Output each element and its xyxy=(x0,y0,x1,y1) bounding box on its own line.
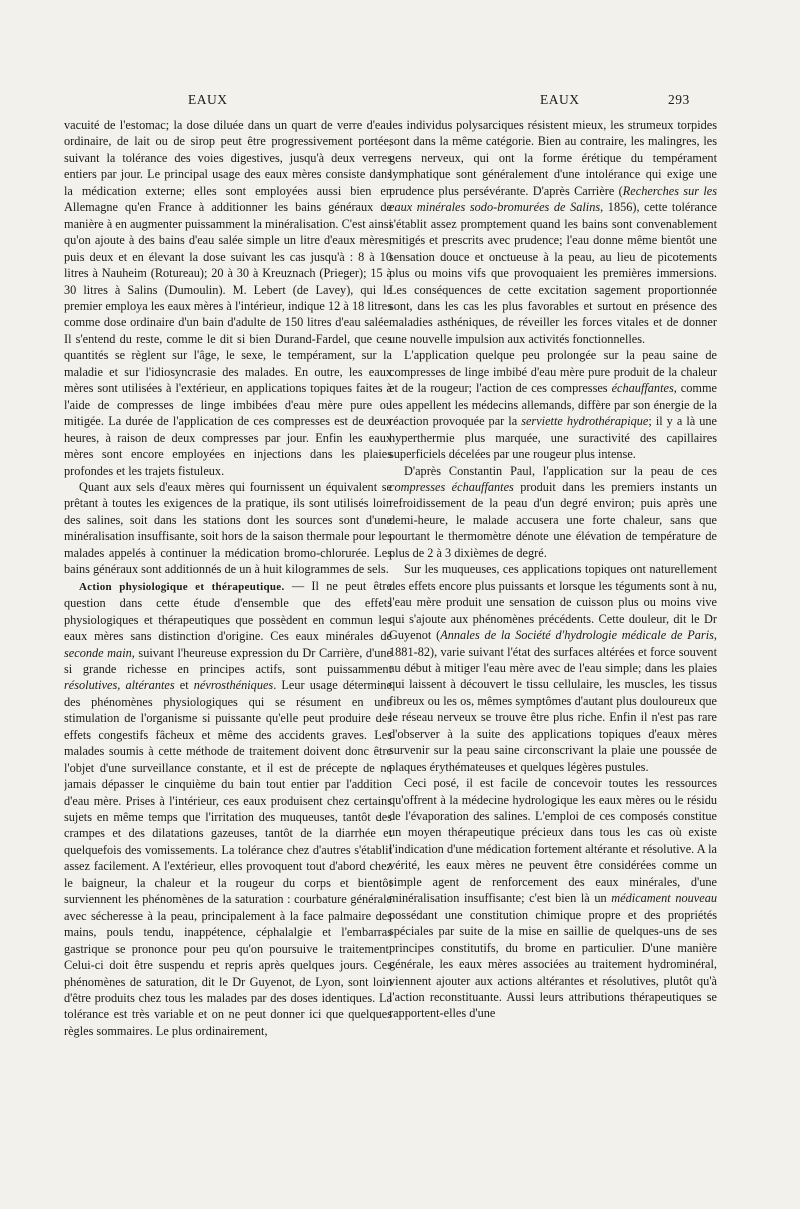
paragraph xyxy=(64,578,392,1040)
italic-term: échauffantes xyxy=(611,381,674,396)
running-header-right: EAUX xyxy=(540,92,580,107)
paragraph xyxy=(389,775,717,1022)
italic-term: médicament nouveau xyxy=(611,891,717,906)
text-run: produit dans les premiers instants un refroidissement de la peau d'un degré environ; puis après une demi-heure, le malade accusera une forte chaleur, sans que pourtant le thermomètre dénote une élévation de température de plus de 2 à 3 dixièmes de degré. xyxy=(389,479,717,560)
italic-term: résolutives, altérantes xyxy=(64,678,175,693)
section-heading: Action physiologique et thérapeutique. xyxy=(79,580,285,593)
text-run: Ceci posé, il est facile de concevoir toutes les ressources qu'offrent à la médecine hydrologique les eaux mères ou le résidu de l'évaporation des salines. L'emploi de ces composés constitue un moyen thérapeutique précieux dans tous les cas où existe l'indication d'une médication fortement altérante et résolutive. A la vérité, les eaux mères ne peuvent être considérées comme un simple agent de renforcement des eaux minérales, d'une minéralisation insuffisante; c'est bien là un xyxy=(389,776,717,906)
text-run: Sur les muqueuses, ces applications topiques ont naturellement des effets encore plus puissants et lorsque les téguments sont à nu, l'eau mère produit une sensation de cuisson plus ou moins vive qui s'ajoute aux phénomènes précédents. Cette douleur, dit le Dr Guyenot ( xyxy=(389,562,717,643)
page-number: 293 xyxy=(668,92,690,107)
text-run: , suivant l'heureuse expression du Dr Carrière, d'une si grande richesse en principes actifs, sont puissamment xyxy=(64,645,392,676)
paragraph: vacuité de l'estomac; la dose diluée dans un quart de verre d'eau ordinaire, de lait ou de sirop peut être progressivement portée, suivant la tolérance des voies digestives, jusqu'à deux verres entiers par jour. Le principal usage des eaux mères consiste dans la médication externe; elles sont employées aussi bien en Allemagne qu'en France à additionner les bains généraux de manière à en augmenter puissamment la minéralisation. C'est ainsi qu'on ajoute à des bains d'eau salée simple un litre d'eaux mères, puis deux et en élevant la dose suivant les cas jusqu'à : 8 à 10 litres à Nauheim (Rotureau); 20 à 30 à Kreuznach (Prieger); 15 à 30 litres à Salins (Dumoulin). M. Lebert (de Lavey), qui le premier employa les eaux mères à l'intérieur, indique 12 à 18 litres comme dose ordinaire d'un bain d'adulte de 150 litres d'eau salée. Il s'entend du reste, comme le dit si bien Durand-Fardel, que ces quantités se règlent sur l'âge, le sexe, le tempérament, sur la maladie et sur l'idiosyncrasie des malades. En outre, les eaux mères sont utilisées à l'extérieur, en applications topiques faites à l'aide de compresses de linge imbibées d'eau mère pure ou mitigée. La durée de l'application de ces compresses est de deux heures, à raison de deux compresses par jour. Enfin les eaux mères sont encore employées en injections dans les plaies profondes et les trajets fistuleux. xyxy=(64,118,392,478)
text-run: L'application quelque peu prolongée sur la peau saine de compresses de linge imbibé d'eau mère pure produit de la chaleur et de la rougeur; l'action de ces compresses xyxy=(389,348,717,396)
text-run: D'après Constantin Paul, l'application sur la peau de ces xyxy=(404,463,717,478)
text-run: , comme les appellent les médecins allemands, diffère par son énergie de la réaction provoquée par la xyxy=(389,381,717,429)
text-run: , 1881-82), varie suivant l'état des surfaces altérées et force souvent au début à mitiger l'eau mère avec de l'eau simple; dans les plaies qui laissent à découvert le tissu cellulaire, les muscles, les tissus fibreux ou les os, mêmes symptômes d'autant plus douloureux que le réseau nerveux se trouve être plus riche. Enfin il n'est pas rare d'observer à la suite des applications topiques d'eaux mères survenir sur la peau saine circonscrivant la plaie une poussée de plaques érythémateuses et quelques légères pustules. xyxy=(389,628,717,774)
paragraph xyxy=(389,463,717,562)
text-run: et xyxy=(174,678,194,693)
left-column xyxy=(64,117,392,1137)
italic-term: serviette hydrothérapique xyxy=(521,414,649,429)
text-run: . Leur usage détermine des phénomènes physiologiques qui se résument en une stimulation de l'organisme si puissante qu'elle peut produire des effets congestifs fâcheux et même des accidents graves. Les malades soumis à cette méthode de traitement doivent donc être l'objet d'une surveillance constante, et il est de précepte de ne jamais dépasser le cinquième du bain tout entier par l'addition d'eau mère. Prises à l'intérieur, ces eaux produisent chez certains sujets en même temps que l'irritation des muqueuses, tantôt des crampes et des dilatations gazeuses, tantôt de la diarrhée et quelquefois des vomissements. La tolérance chez d'autres s'établit assez facilement. A l'extérieur, elles provoquent tout d'abord chez le baigneur, la chaleur et la rougeur du corps et bientôt surviennent les phénomènes de la saturation : courbature générale avec sécheresse à la peau, principalement à la face palmaire des mains, pouls tendu, inappétence, céphalalgie et l'embarras gastrique se prononce pour peu qu'on poursuive le traitement. Celui-ci doit être suspendu et repris après quelques jours. Ces phénomènes de saturation, dit le Dr Guyenot, de Lyon, sont loin d'être produits chez tous les malades par des doses identiques. La tolérance est très variable et on ne peut donner ici que quelques règles sommaires. Le plus ordinairement, xyxy=(64,678,392,1038)
right-column xyxy=(389,117,717,1137)
text-run: — Il ne peut être question dans cette étude d'ensemble que des effets physiologiques et thérapeutiques que possèdent en commun les eaux mères sans distinction d'origine. Ces eaux minérales de xyxy=(64,578,392,644)
italic-term: névrosthéniques xyxy=(193,678,274,693)
text-run: possédant une constitution chimique propre et des propriétés spéciales par suite de la mise en saillie de quelques-uns de ses principes constitutifs, du brome en particulier. D'une manière générale, les eaux mères associées au traitement hydrominéral, viennent ajouter aux actions altérantes et résolutives, plutôt qu'à l'action reconstituante. Aussi leurs attributions thérapeutiques se rapportent-elles d'une xyxy=(389,907,717,1021)
running-header-left: EAUX xyxy=(188,92,228,107)
italic-citation: Recherches sur les eaux minérales sodo-bromurées de Salins xyxy=(389,183,717,215)
italic-citation: Annales de la Société d'hydrologie médicale de Paris xyxy=(440,628,714,643)
italic-term: seconde main xyxy=(64,645,132,660)
text-run: les individus polysarciques résistent mieux, les strumeux torpides sont dans la même catégorie. Bien au contraire, les malingres, les gens nerveux, qui ont la forme érétique du tempérament lymphatique sont généralement d'une intolérance qui exige une prudence plus persévérante. D'après Carrière ( xyxy=(389,118,717,198)
italic-term: compresses échauffantes xyxy=(389,479,514,494)
text-run: ; il y a là une hyperthermie plus marquée, une suractivité des capillaires superficiels décelées par une rougeur plus intense. xyxy=(389,414,717,462)
text-run: , 1856), cette tolérance s'établit assez promptement quand les bains sont convenablement mitigés et prescrits avec prudence; l'eau donne même bientôt une sensation douce et onctueuse à la peau, au lieu de picotements plus ou moins vifs que provoquaient les premières immersions. Les conséquences de cette excitation sagement proportionnée sont, dans les cas les plus favorables et surtout en présence des maladies asthéniques, de réveiller les forces vitales et de donner une nouvelle impulsion aux activités fonctionnelles. xyxy=(389,200,717,346)
paragraph xyxy=(389,561,717,775)
paragraph xyxy=(389,117,717,347)
paragraph xyxy=(389,347,717,462)
paragraph: Quant aux sels d'eaux mères qui fournissent un équivalent se prêtant à toutes les exigences de la pratique, ils sont utilisés loin des salines, soit dans les stations dont les sources sont d'une minéralisation insuffisante, soit hors de la saison thermale pour les malades appelés à continuer la médication bromo-chlorurée. Les bains généraux sont additionnés de un à huit kilogrammes de sels. xyxy=(64,479,392,577)
